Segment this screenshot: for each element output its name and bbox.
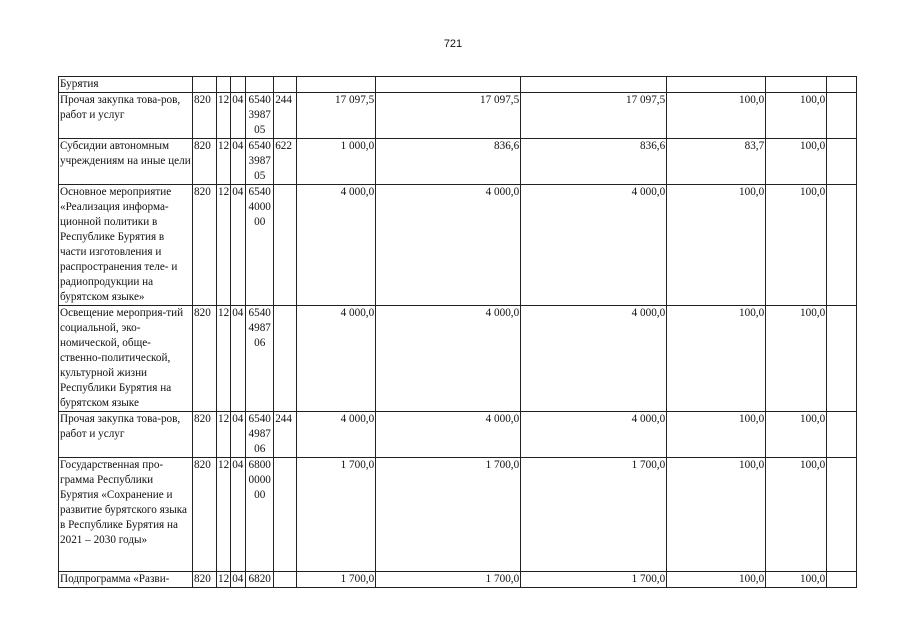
expense-type-code [274, 77, 297, 93]
target-article-code: 6540398705 [246, 93, 274, 139]
subsection-code: 04 [231, 412, 246, 458]
empty-cell [827, 572, 857, 588]
expense-type-code [274, 572, 297, 588]
amount-approved: 1 000,0 [297, 139, 376, 185]
grbs-code: 820 [193, 458, 217, 572]
target-article-code [246, 77, 274, 93]
percent-execution-refined: 100,0 [766, 139, 827, 185]
row-name: Прочая закупка това-ров, работ и услуг [59, 93, 193, 139]
percent-execution-refined: 100,0 [766, 306, 827, 412]
section-code [217, 77, 231, 93]
amount-refined: 17 097,5 [376, 93, 521, 139]
amount-approved: 1 700,0 [297, 572, 376, 588]
amount-executed: 836,6 [521, 139, 667, 185]
empty-cell [827, 185, 857, 306]
percent-execution-approved: 100,0 [667, 572, 766, 588]
percent-execution-approved: 100,0 [667, 185, 766, 306]
row-name: Подпрограмма «Разви- [59, 572, 193, 588]
expense-type-code [274, 306, 297, 412]
table-row [59, 139, 857, 185]
amount-executed: 4 000,0 [521, 306, 667, 412]
table-row [59, 458, 857, 572]
subsection-code: 04 [231, 185, 246, 306]
table-row [59, 93, 857, 139]
percent-execution-refined [766, 77, 827, 93]
target-article-code: 6540498706 [246, 412, 274, 458]
empty-cell [827, 139, 857, 185]
section-code: 12 [217, 139, 231, 185]
amount-approved: 4 000,0 [297, 306, 376, 412]
percent-execution-approved [667, 77, 766, 93]
table-row [59, 185, 857, 306]
grbs-code: 820 [193, 185, 217, 306]
empty-cell [827, 77, 857, 93]
grbs-code: 820 [193, 412, 217, 458]
amount-executed: 4 000,0 [521, 185, 667, 306]
amount-refined: 836,6 [376, 139, 521, 185]
grbs-code [193, 77, 217, 93]
empty-cell [827, 93, 857, 139]
section-code: 12 [217, 185, 231, 306]
percent-execution-refined: 100,0 [766, 185, 827, 306]
subsection-code: 04 [231, 306, 246, 412]
empty-cell [827, 458, 857, 572]
percent-execution-refined: 100,0 [766, 458, 827, 572]
amount-approved [297, 77, 376, 93]
row-name: Субсидии автономным учреждениям на иные цели [59, 139, 193, 185]
table-row [59, 77, 857, 93]
amount-approved: 4 000,0 [297, 412, 376, 458]
subsection-code: 04 [231, 458, 246, 572]
amount-approved: 1 700,0 [297, 458, 376, 572]
percent-execution-refined: 100,0 [766, 572, 827, 588]
expense-type-code [274, 185, 297, 306]
target-article-code: 6540400000 [246, 185, 274, 306]
expense-type-code: 244 [274, 412, 297, 458]
amount-approved: 17 097,5 [297, 93, 376, 139]
percent-execution-refined: 100,0 [766, 412, 827, 458]
subsection-code: 04 [231, 139, 246, 185]
target-article-code: 6540498706 [246, 306, 274, 412]
section-code: 12 [217, 306, 231, 412]
amount-refined: 1 700,0 [376, 572, 521, 588]
row-name: Прочая закупка това-ров, работ и услуг [59, 412, 193, 458]
page-number: 721 [443, 38, 463, 50]
percent-execution-approved: 100,0 [667, 306, 766, 412]
subsection-code [231, 77, 246, 93]
row-name: Бурятия [59, 77, 193, 93]
table-row [59, 572, 857, 588]
percent-execution-approved: 100,0 [667, 412, 766, 458]
amount-executed: 1 700,0 [521, 572, 667, 588]
percent-execution-approved: 100,0 [667, 93, 766, 139]
expense-type-code: 622 [274, 139, 297, 185]
section-code: 12 [217, 458, 231, 572]
amount-refined: 4 000,0 [376, 412, 521, 458]
section-code: 12 [217, 412, 231, 458]
target-article-code: 6820 [246, 572, 274, 588]
grbs-code: 820 [193, 572, 217, 588]
amount-executed: 4 000,0 [521, 412, 667, 458]
amount-approved: 4 000,0 [297, 185, 376, 306]
empty-cell [827, 412, 857, 458]
section-code: 12 [217, 93, 231, 139]
row-name: Освещение мероприя-тий социальной, эко-номической, обще-ственно-политической, культурной жизни Республики Бурятия на бурятском языке [59, 306, 193, 412]
table-row [59, 306, 857, 412]
row-name: Государственная про-грамма Республики Бурятия «Сохранение и развитие бурятского языка в Республике Бурятия на 2021 – 2030 годы» [59, 458, 193, 572]
percent-execution-refined: 100,0 [766, 93, 827, 139]
grbs-code: 820 [193, 93, 217, 139]
percent-execution-approved: 83,7 [667, 139, 766, 185]
expense-type-code [274, 458, 297, 572]
expense-type-code: 244 [274, 93, 297, 139]
row-name: Основное мероприятие «Реализация информа-ционной политики в Республике Бурятия в части изготовления и распространения теле- и радиопродукции на бурятском языке» [59, 185, 193, 306]
grbs-code: 820 [193, 139, 217, 185]
amount-executed: 17 097,5 [521, 93, 667, 139]
section-code: 12 [217, 572, 231, 588]
amount-refined [376, 77, 521, 93]
empty-cell [827, 306, 857, 412]
amount-executed: 1 700,0 [521, 458, 667, 572]
amount-refined: 4 000,0 [376, 306, 521, 412]
budget-table [58, 76, 857, 588]
grbs-code: 820 [193, 306, 217, 412]
target-article-code: 6800000000 [246, 458, 274, 572]
table-row [59, 412, 857, 458]
percent-execution-approved: 100,0 [667, 458, 766, 572]
target-article-code: 6540398705 [246, 139, 274, 185]
amount-executed [521, 77, 667, 93]
amount-refined: 1 700,0 [376, 458, 521, 572]
amount-refined: 4 000,0 [376, 185, 521, 306]
subsection-code: 04 [231, 93, 246, 139]
subsection-code: 04 [231, 572, 246, 588]
